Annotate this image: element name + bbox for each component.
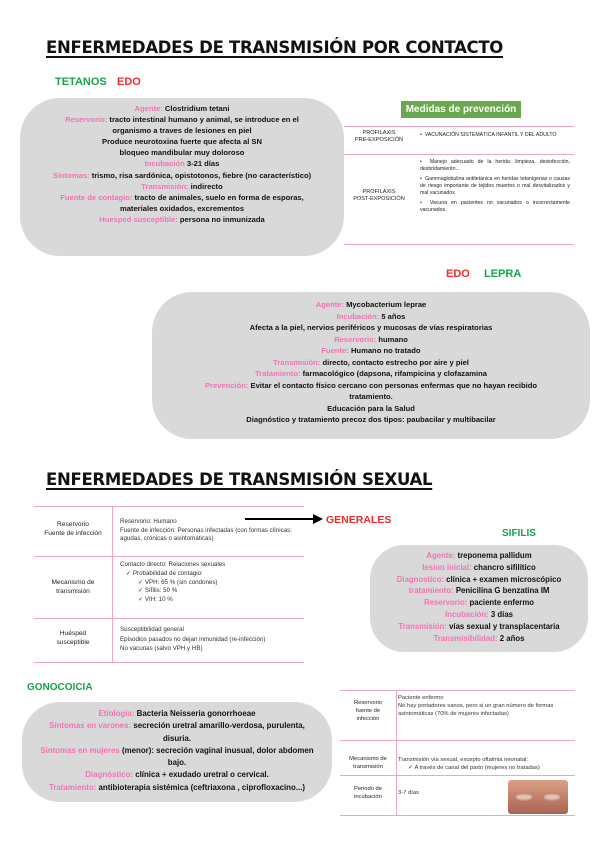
prevencion-header: Medidas de prevención bbox=[401, 101, 521, 118]
lepra-edo-tag: EDO bbox=[446, 268, 470, 280]
sifilis-line: tratamiento: Penicilina G benzatina IM bbox=[408, 586, 550, 596]
gonococia-line: disuria. bbox=[162, 733, 192, 743]
tetanos-line: Produce neurotoxina fuerte que afecta al SN bbox=[102, 137, 262, 147]
prevencion-row-head: PROFILAXIS POST-EXPOSICIÓN bbox=[353, 189, 405, 202]
prevencion-row-head: PROFILAXIS PRE-EXPOSICIÓN bbox=[354, 130, 404, 143]
eye-photo bbox=[508, 780, 568, 814]
divider bbox=[340, 690, 575, 691]
section-title-contacto: ENFERMEDADES DE TRANSMISIÓN POR CONTACTO bbox=[46, 38, 504, 57]
gonococia-line: Síntomas en varones: secreción uretral amarillo-verdosa, purulenta, bbox=[49, 721, 305, 731]
divider bbox=[34, 662, 304, 663]
check-icon: ✓ bbox=[138, 587, 144, 595]
generales-row-content: Contacto directo: Relaciones sexuales ✓ Probabilidad de contagio: ✓ VPH: 65 % (sin condones) ✓ Sífilis: 50 % ✓ VIH: 10 % bbox=[120, 561, 306, 605]
tetanos-lines bbox=[26, 103, 338, 225]
divider bbox=[34, 556, 304, 557]
list-item: • Vacuna en pacientes no vacunados o incorrectamente vacunados. bbox=[420, 200, 570, 213]
list-item: • Manejo adecuado de la herida: limpieza, desinfección, desbridamiento... bbox=[420, 159, 570, 172]
generales-label: GENERALES bbox=[326, 514, 392, 526]
divider bbox=[34, 618, 304, 619]
check-item: ✓ A través de canal del parto (mujeres no tratadas) bbox=[408, 765, 540, 771]
lepra-line: Reservorio: humano bbox=[334, 334, 408, 344]
check-icon: ✓ bbox=[138, 578, 144, 586]
gonococia-line: Etiología: Bacteria Neisseria gonorrhoeae bbox=[98, 709, 256, 718]
tetanos-line: Huesped susceptible: persona no inmunizada bbox=[99, 214, 265, 224]
gonococia-lines bbox=[28, 708, 326, 794]
generales-table bbox=[34, 506, 304, 663]
prevencion-row-content bbox=[420, 159, 570, 214]
sifilis-line: Reservorio: paciente enfermo bbox=[423, 598, 535, 608]
sifilis-card bbox=[370, 545, 588, 652]
gono-row-head: Reservorio fuente de infección bbox=[353, 700, 383, 722]
check-item: ✓ VIH: 10 % bbox=[138, 596, 173, 604]
divider bbox=[344, 244, 574, 245]
sifilis-lines bbox=[370, 550, 588, 644]
divider bbox=[340, 775, 575, 776]
lepra-line: Afecta a la piel, nervios periféricos y mucosas de vías respiratorias bbox=[249, 323, 493, 332]
sifilis-line: Agente: treponema pallidum bbox=[426, 551, 532, 560]
generales-row-head: Mecanismo de transmisión bbox=[51, 579, 95, 595]
section-title-sexual: ENFERMEDADES DE TRANSMISIÓN SEXUAL bbox=[46, 470, 433, 489]
generales-row-head: Huésped susceptible bbox=[56, 630, 90, 646]
lepra-line: Transmisión: directo, contacto estrecho por aire y piel bbox=[273, 357, 469, 367]
lepra-line: Tratamiento: farmacológico (dapsona, rifampicina y clofazamina bbox=[254, 369, 488, 378]
gono-row-content: 3-7 días bbox=[398, 790, 419, 796]
lepra-line: Fuente: Humano no tratado bbox=[321, 346, 421, 355]
tetanos-line: Reservorio: tracto intestinal humano y animal, se introduce en el bbox=[65, 115, 299, 125]
arrow-icon bbox=[245, 512, 325, 526]
tetanos-edo-tag: EDO bbox=[117, 76, 141, 88]
lepra-line: Incubación: 5 años bbox=[336, 311, 406, 321]
sifilis-tag: SIFILIS bbox=[502, 528, 536, 539]
lepra-line: Diagnóstico y tratamiento precoz dos tipos: paubacilar y multibacilar bbox=[246, 415, 496, 424]
check-item: ✓ Sífilis: 50 % bbox=[138, 587, 178, 595]
sifilis-line: Diagnostico: clínica + examen microscópico bbox=[396, 574, 562, 584]
sifilis-line: Incubación: 3 días bbox=[444, 609, 514, 619]
check-icon: ✓ bbox=[126, 569, 132, 577]
gonococia-tag: GONOCOICIA bbox=[27, 682, 93, 693]
eye-left bbox=[514, 793, 534, 801]
tetanos-card bbox=[20, 98, 344, 256]
tetanos-line: Transmisión: indirecto bbox=[141, 181, 223, 191]
tetanos-line: Fuente de contagio: tracto de animales, suelo en forma de esporas, bbox=[60, 192, 304, 202]
prevencion-table bbox=[344, 124, 574, 246]
tetanos-line: Agente: Clostridium tetani bbox=[134, 104, 230, 113]
lepra-line: tratamiento. bbox=[349, 392, 393, 401]
list-item: • VACUNACIÓN SISTEMÁTICA INFANTIL Y DEL ADULTO bbox=[420, 132, 557, 138]
gonococia-line: bajo. bbox=[167, 758, 187, 768]
tetanos-line: Síntomas: trismo, risa sardónica, opistotonos, fiebre (no característico) bbox=[52, 170, 312, 180]
eye-right bbox=[542, 793, 562, 801]
gono-row-head: Periodo de incubación bbox=[353, 786, 383, 800]
generales-row-head: Reservorio Fuente de infección bbox=[44, 521, 102, 537]
sifilis-line: lesion inicial: chancro sifilítico bbox=[422, 562, 536, 572]
check-item: ✓ VPH: 65 % (sin condones) bbox=[138, 578, 218, 586]
lepra-tag: LEPRA bbox=[484, 268, 522, 280]
gonococia-card bbox=[22, 702, 332, 802]
tetanos-line: organismo a traves de lesiones en piel bbox=[112, 126, 252, 136]
lepra-line: Agente: Mycobacterium leprae bbox=[315, 300, 427, 309]
sifilis-line: Transmisibilidad: 2 años bbox=[433, 633, 525, 643]
lepra-lines bbox=[160, 299, 582, 426]
lepra-card bbox=[152, 292, 590, 439]
column-divider bbox=[396, 690, 397, 816]
divider bbox=[34, 506, 304, 507]
gono-row-content: Transmisión vía sexual, excepto oftalmia neonatal: ✓ A través de canal del parto (mujeres no tratadas) bbox=[398, 756, 574, 772]
tetanos-tag: TETANOS bbox=[55, 76, 107, 88]
gonococia-line: Síntomas en mujeres (menor): secreción vaginal inusual, dolor abdomen bbox=[40, 745, 314, 755]
divider bbox=[344, 154, 574, 155]
tetanos-line: bloqueo mandibular muy doloroso bbox=[119, 148, 245, 158]
generales-row-content: Reservorio: Humano Fuente de infección: Personas infectadas (con formas clínicas: agudas, crónicas o asintomáticas) bbox=[120, 518, 292, 542]
gonococia-line: Diagnóstico: clínica + exudado uretral o cervical. bbox=[85, 770, 269, 780]
check-icon: ✓ bbox=[138, 596, 144, 604]
divider bbox=[344, 126, 574, 127]
check-icon: ✓ bbox=[408, 765, 413, 771]
lepra-line: Prevención: Evitar el contacto físico cercano con personas enfermas que no hayan recibido bbox=[204, 380, 538, 390]
list-item: • Gammaglobulina antitetánica en heridas tetanígenas o causas de riesgo importante de tejidos muertos o mal desvitalizados y mal vacunados bbox=[420, 176, 570, 196]
sifilis-line: Transmisión: vías sexual y transplacentaria bbox=[398, 621, 560, 631]
tetanos-line: Incubación 3-21 días bbox=[144, 159, 220, 169]
prevencion-row-content bbox=[420, 132, 570, 139]
gonococia-table bbox=[340, 690, 575, 816]
divider bbox=[340, 815, 575, 816]
gonococia-line: Tratamiento: antibioterapia sistémica (ceftriaxona , ciprofloxacino...) bbox=[48, 782, 306, 792]
generales-row-content: Susceptibilidad general Episodios pasados no dejan inmunidad (re-infección) No vacunas (salvo VPH y HB) bbox=[120, 626, 266, 652]
gono-row-head: Mecanismo de transmisión bbox=[349, 756, 387, 770]
lepra-line: Educación para la Salud bbox=[327, 403, 415, 413]
column-divider bbox=[112, 506, 113, 663]
check-item: ✓ Probabilidad de contagio: bbox=[126, 569, 203, 577]
divider bbox=[340, 740, 575, 741]
tetanos-line: materiales oxidados, excrementos bbox=[119, 203, 245, 213]
gono-row-content: Paciente enfermo No hay portadores sanos, pero si un gran número de formas asintomáticas (70% de mujeres infectadas) bbox=[398, 695, 554, 717]
